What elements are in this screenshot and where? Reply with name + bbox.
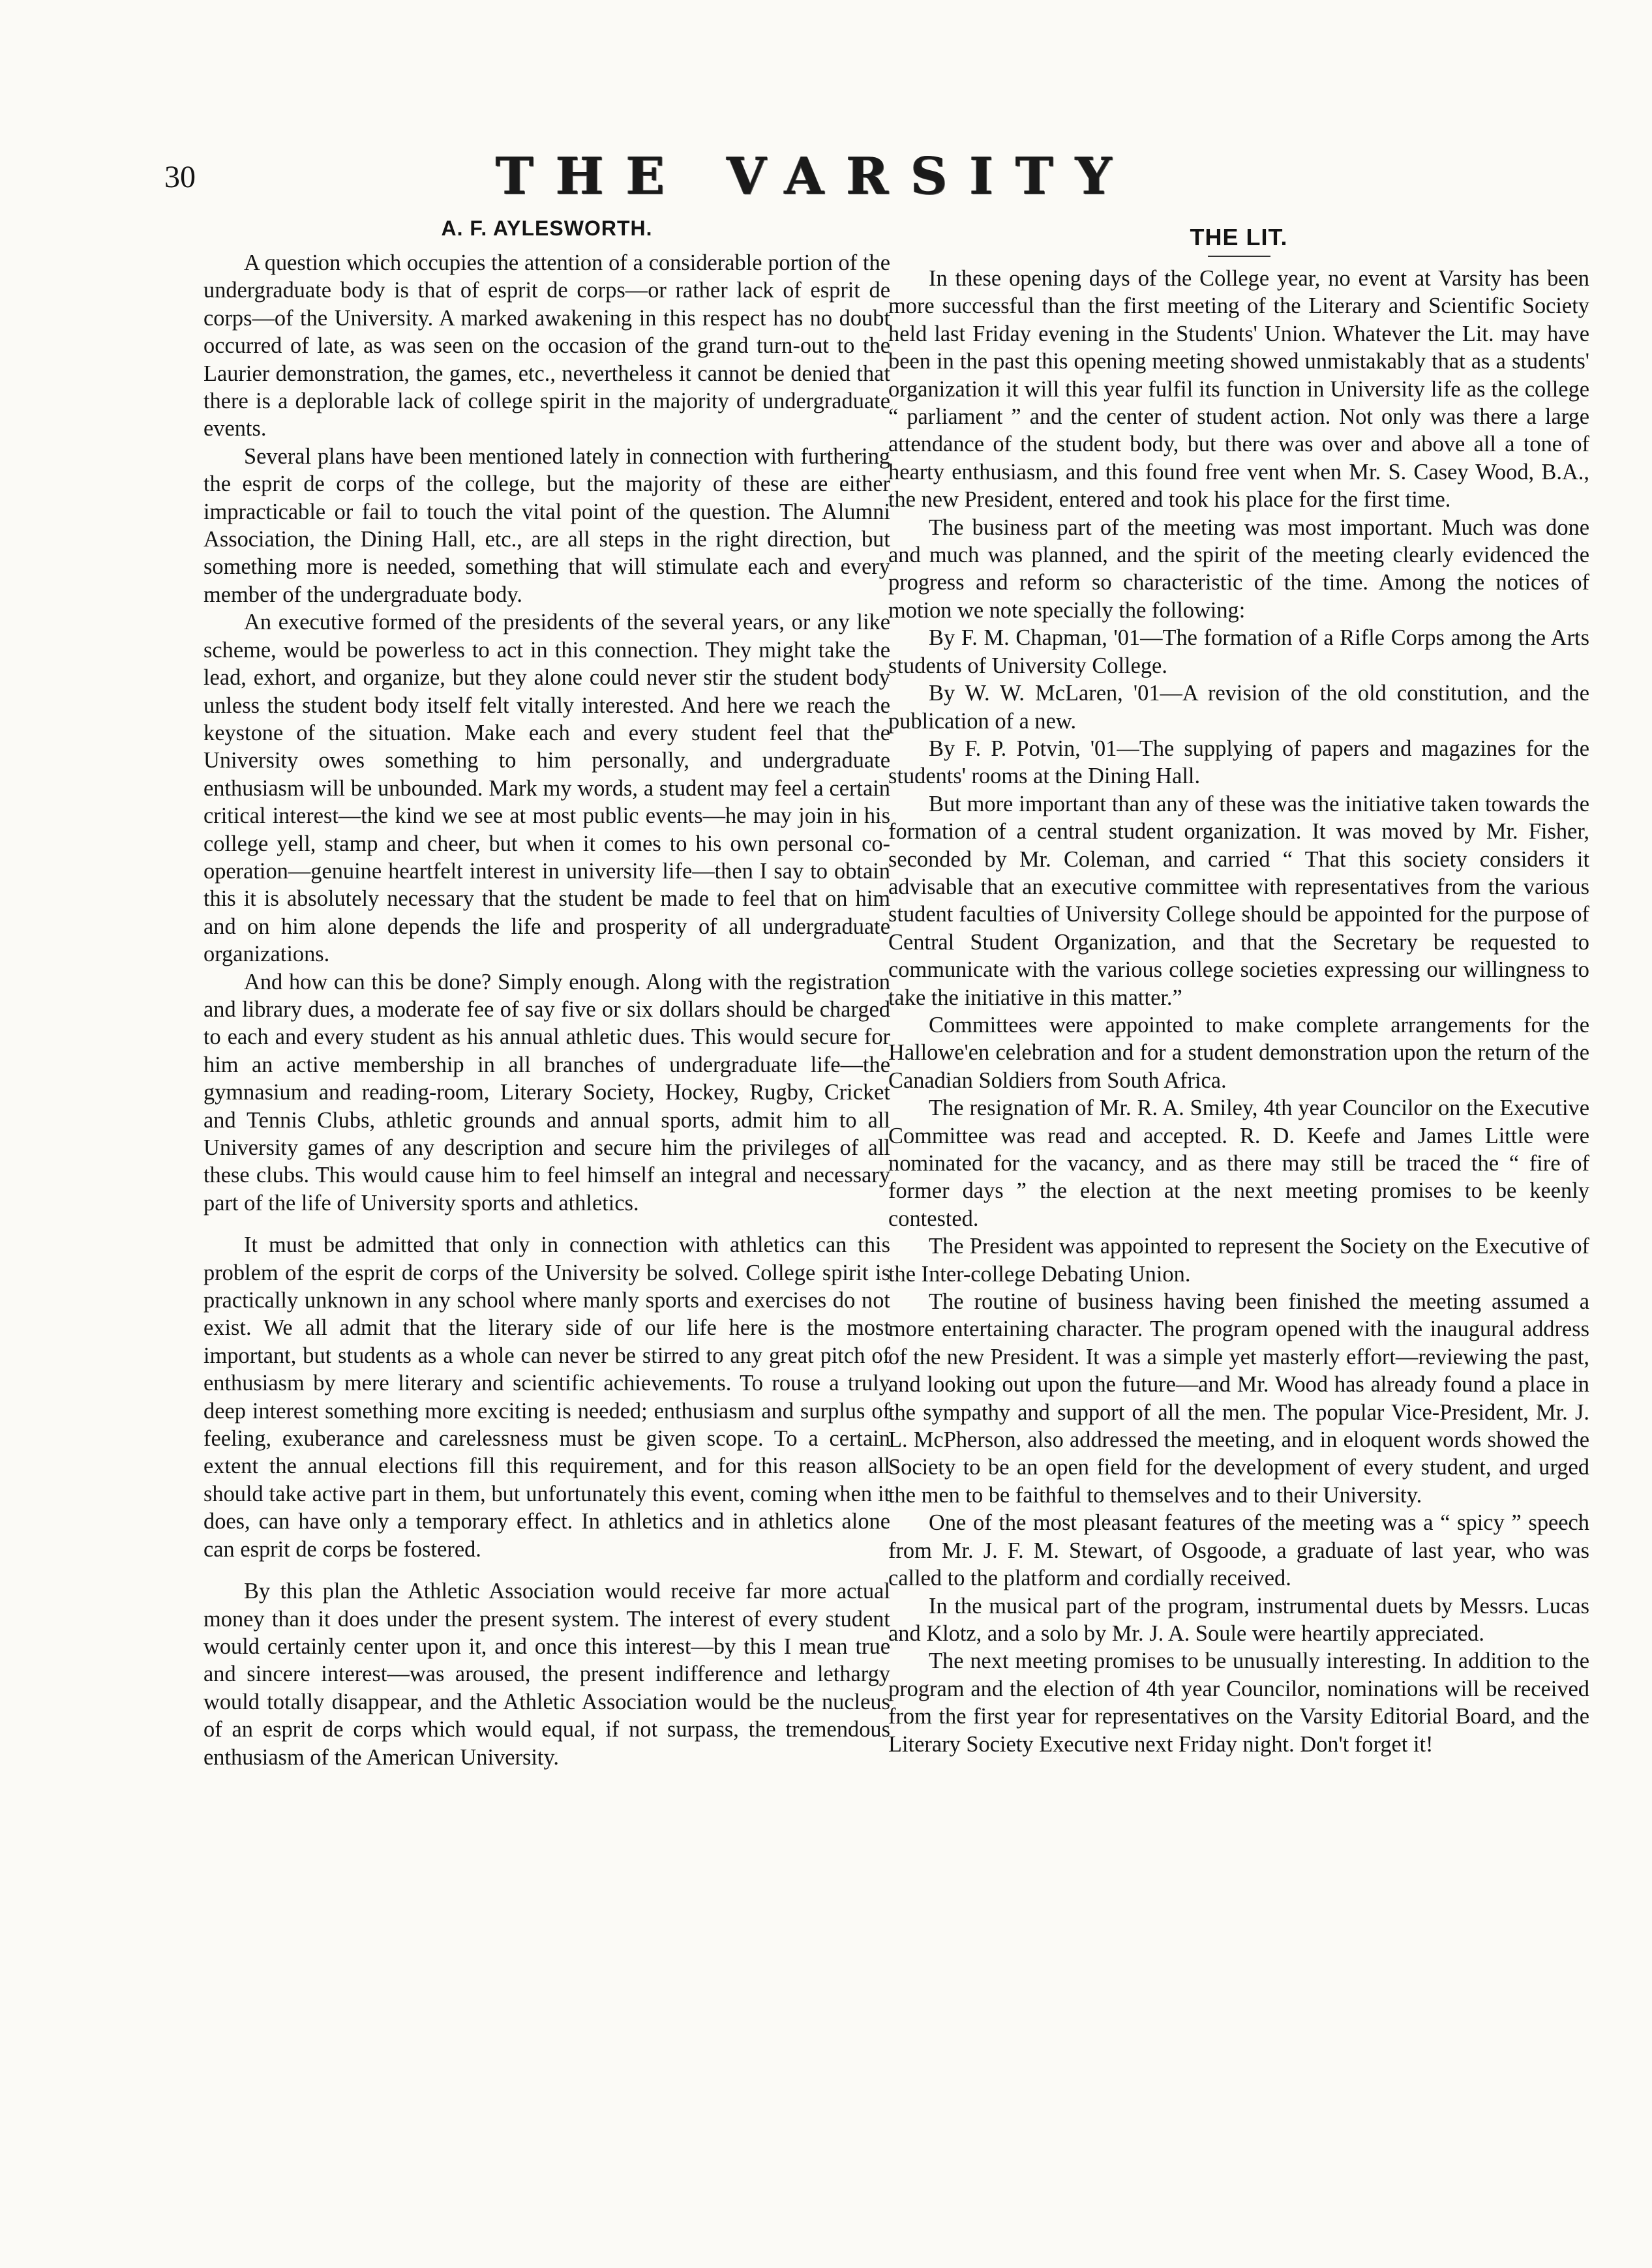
- article-paragraph: The business part of the meeting was most important. Much was done and much was planned, and the spirit of the meeting clearly evidenced the progress and reform so characteristic of the time. Among the notices of motion we note specially the following:: [888, 515, 1589, 623]
- article-paragraph: The routine of business having been finished the meeting assumed a more entertaining character. The program opened with the inaugural address of the new President. It was a simple yet masterly effort—reviewing the past, and looking out upon the future—and Mr. Wood has already found a place in the sympathy and support of all the men. The popular Vice-President, Mr. J. L. McPherson, also addressed the meeting, and in eloquent words showed the Society to be an open field for the development of every student, and urged the men to be faithful to themselves and to their University.: [888, 1289, 1589, 1508]
- article-paragraph: It must be admitted that only in connection with athletics can this problem of the esprit de corps of the University be solved. College spirit is practically unknown in any school where manly sports and exercises do not exist. We all admit that the literary side of our life here is the most important, but students as a whole can never be stirred to any great pitch of enthusiasm by mere literary and scientific achievements. To rouse a truly deep interest something more exciting is needed; enthusiasm and surplus of feeling, exuberance and carelessness must be given scope. To a certain extent the annual elections fill this requirement, and for this reason all should take active part in them, but unfortunately this event, coming when it does, can have only a temporary effect. In athletics and in athletics alone can esprit de corps be fostered.: [203, 1232, 890, 1562]
- article-paragraph: The next meeting promises to be unusually interesting. In addition to the program and the election of 4th year Councilor, nominations will be received from the first year for representatives on the Varsity Editorial Board, and the Literary Society Executive next Friday night. Don't forget it!: [888, 1649, 1589, 1757]
- article-paragraph: Committees were appointed to make complete arrangements for the Hallowe'en celebration and for a student demonstration upon the return of the Canadian Soldiers from South Africa.: [888, 1012, 1589, 1093]
- article-paragraph: The President was appointed to represent the Society on the Executive of the Inter-college Debating Union.: [888, 1234, 1589, 1287]
- article-paragraph: And how can this be done? Simply enough. Along with the registration and library dues, a moderate fee of say five or six dollars should be charged to each and every student as his annual athletic dues. This would secure for him an active membership in all branches of undergraduate life—the gymnasium and reading-room, Literary Society, Hockey, Rugby, Cricket and Tennis Clubs, athletic grounds and annual sports, admit him to all University games of any description and secure him the privileges of all these clubs. This would cause him to feel himself an integral and necessary part of the life of University sports and athletics.: [203, 969, 890, 1216]
- aylesworth-heading: A. F. AYLESWORTH.: [441, 216, 653, 240]
- right-column: [888, 224, 1589, 1758]
- masthead-title: THE VARSITY: [496, 147, 1134, 206]
- page-number: 30: [164, 160, 196, 194]
- article-paragraph: Several plans have been mentioned lately in connection with furthering the esprit de corps of the college, but the majority of these are either impracticable or fail to touch the vital point of the question. The Alumni Association, the Dining Hall, etc., are all steps in the right direction, but something more is needed, something that will stimulate each and every member of the undergraduate body.: [203, 443, 890, 607]
- article-paragraph: By this plan the Athletic Association would receive far more actual money than it does under the present system. The interest of every student would certainly center upon it, and once this interest—by this I mean true and sincere interest—was aroused, the present indifference and lethargy would totally disappear, and the Athletic Association would be the nucleus of an esprit de corps which would equal, if not surpass, the tremendous enthusiasm of the American University.: [203, 1579, 890, 1770]
- article-paragraph: In the musical part of the program, instrumental duets by Messrs. Lucas and Klotz, and a solo by Mr. J. A. Soule were heartily appreciated.: [888, 1593, 1589, 1646]
- article-paragraph: A question which occupies the attention of a considerable portion of the undergraduate body is that of esprit de corps—or rather lack of esprit de corps—of the University. A marked awakening in this respect has no doubt occurred of late, as was seen on the occasion of the grand turn-out to the Laurier demonstration, the games, etc., nevertheless it cannot be denied that there is a deplorable lack of college spirit in the majority of undergraduate events.: [203, 250, 890, 441]
- heading-rule: [1208, 256, 1270, 257]
- article-paragraph: But more important than any of these was the initiative taken towards the formation of a central student organization. It was moved by Mr. Fisher, seconded by Mr. Coleman, and carried “ That this society considers it advisable that an executive committee with representatives from the various student faculties of University College should be appointed for the purpose of Central Student Organization, and that the Secretary be requested to communicate with the various college societies expressing our willingness to take the initiative in this matter.”: [888, 791, 1589, 1010]
- lit-heading: THE LIT.: [1190, 224, 1288, 250]
- left-column: [203, 210, 890, 1771]
- article-paragraph: By W. W. McLaren, '01—A revision of the old constitution, and the publication of a new.: [888, 681, 1589, 734]
- article-paragraph: In these opening days of the College year, no event at Varsity has been more successful than the first meeting of the Literary and Scientific Society held last Friday evening in the Students' Union. Whatever the Lit. may have been in the past this opening meeting showed unmistakably that as a students' organization it will this year fulfil its function in University life as the college “ parliament ” and the center of student action. Not only was there a large attendance of the student body, but there was over and above all a tone of hearty enthusiasm, and this found free vent when Mr. S. Casey Wood, B.A., the new President, entered and took his place for the first time.: [888, 266, 1589, 513]
- article-paragraph: One of the most pleasant features of the meeting was a “ spicy ” speech from Mr. J. F. M. Stewart, of Osgoode, a graduate of last year, who was called to the platform and cordially received.: [888, 1510, 1589, 1591]
- article-paragraph: By F. P. Potvin, '01—The supplying of papers and magazines for the students' rooms at the Dining Hall.: [888, 736, 1589, 789]
- article-paragraph: An executive formed of the presidents of the several years, or any like scheme, would be powerless to act in this connection. They might take the lead, exhort, and organize, but they alone could never stir the student body unless the student body itself felt vitally interested. And here we reach the keystone of the situation. Make each and every student feel that the University owes something to him personally, and undergraduate enthusiasm will be unbounded. Mark my words, a student may feel a certain critical interest—the kind we see at most public events—he may join in his college yell, stamp and cheer, but when it comes to his own personal co-operation—genuine heartfelt interest in university life—then I say to obtain this it is absolutely necessary that the student be made to feel that on him and on him alone depends the life and prosperity of all undergraduate organizations.: [203, 610, 890, 967]
- article-paragraph: By F. M. Chapman, '01—The formation of a Rifle Corps among the Arts students of University College.: [888, 625, 1589, 678]
- article-paragraph: The resignation of Mr. R. A. Smiley, 4th year Councilor on the Executive Committee was read and accepted. R. D. Keefe and James Little were nominated for the vacancy, and as there may still be traced the “ fire of former days ” the election at the next meeting promises to be keenly contested.: [888, 1096, 1589, 1231]
